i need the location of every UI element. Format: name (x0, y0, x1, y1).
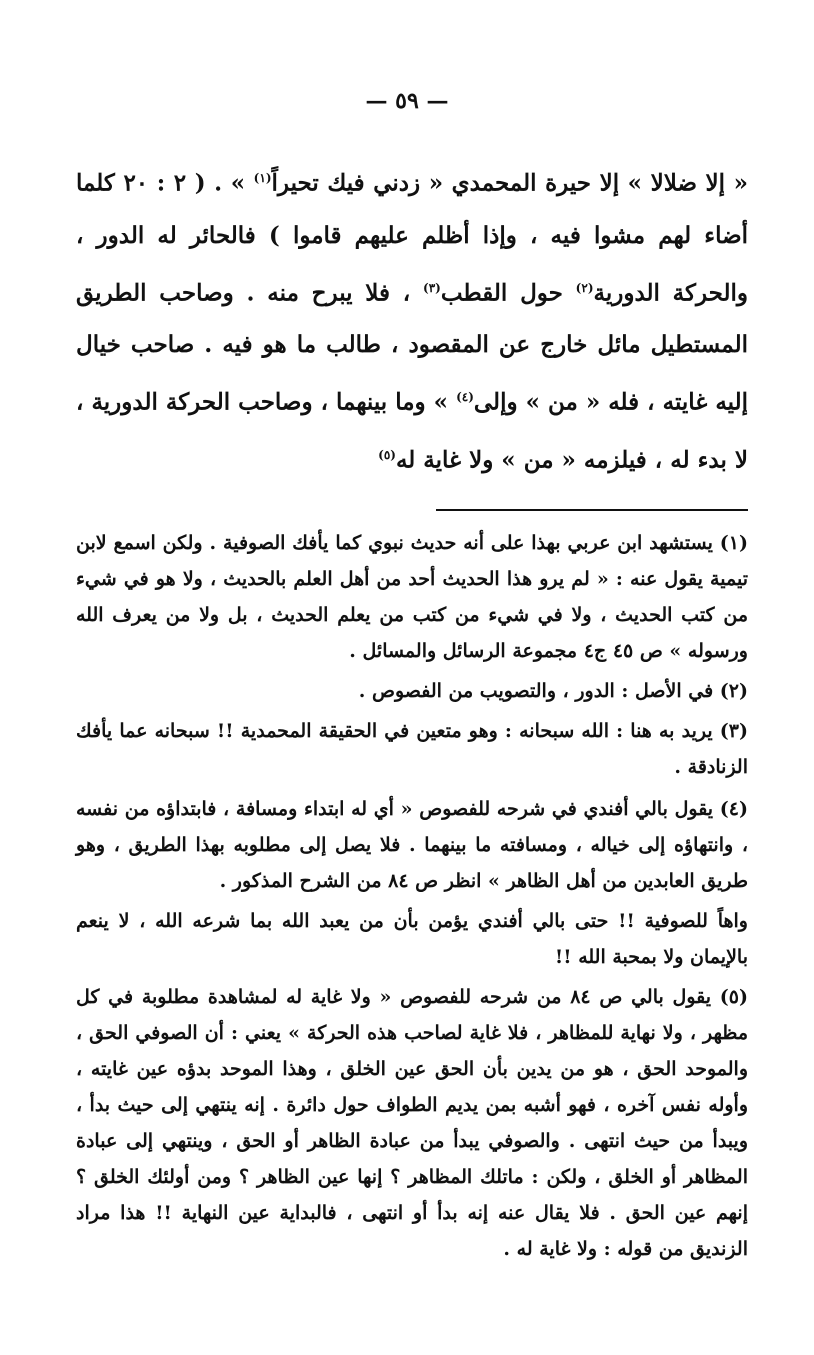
footnote-divider (436, 509, 748, 511)
footnote-2: (٢) في الأصل : الدور ، والتصويب من الفصوص . (358, 679, 748, 702)
main-text-segment: « إلا ضلالا » إلا حيرة المحمدي « زدني فيك تحيراً (271, 169, 748, 197)
main-text (76, 152, 748, 487)
main-text-segment: ، فلا يبرح منه . وصاحب الطريق المستطيل مائل خارج عن المقصود ، طالب ما هو فيه . صاحب خيال إليه غايته ، فله « من » وإلى (76, 279, 749, 416)
main-text-segment: » . ( ٢ : ٢٠ كلما أضاء لهم مشوا فيه ، وإذا أظلم عليهم قاموا ) فالحائر له الدور ، والحركة الدورية (76, 169, 749, 307)
footnote-ref: (٤) (456, 390, 474, 405)
footnote-1: (١) يستشهد ابن عربي بهذا على أنه حديث نبوي كما يأفك الصوفية . ولكن اسمع لابن تيمية يقول عنه : « لم يرو هذا الحديث أحد من أهل العلم بالحديث ، ولا هو في شيء من كتب الحديث ، ولا في شيء من كتب من يعلم الحديث ، بل ولا من يعرف الله ورسوله » ص ٤٥ ج٤ مجموعة الرسائل والمسائل . (76, 531, 748, 662)
footnote-3: (٣) يريد به هنا : الله سبحانه : وهو متعين في الحقيقة المحمدية !! سبحانه عما يأفك الزنادقة . (76, 719, 748, 778)
footnotes (76, 525, 748, 1267)
footnote-ref: (٢) (575, 280, 594, 295)
page-number: — ٥٩ — (365, 88, 449, 114)
footnote-5: (٥) يقول بالي ص ٨٤ من شرحه للفصوص « ولا غاية له لمشاهدة مطلوبة في كل مظهر ، ولا نهاية للمظاهر ، فلا غاية لصاحب هذه الحركة » يعني : أن الصوفي الحق ، والموحد الحق ، هو من يدين بأن الحق عين الخلق ، وهذا الموحد بدؤه عين غايته ، وأوله نفس آخره ، فهو أشبه بمن يديم الطواف حول دائرة . إنه ينتهي إلى حيث بدأ ، ويبدأ من حيث انتهى . والصوفي يبدأ من عبادة الظاهر أو الحق ، وينتهي إلى عبادة المظاهر أو الخلق ، ولكن : ماتلك المظاهر ؟ إنها عين الظاهر ؟ ومن أولئك الخلق ؟ إنهم عين الحق . فلا يقال عنه إنه بدأ أو انتهى ، فالبداية عين النهاية !! هذا مراد الزنديق من قوله : ولا غاية له . (76, 985, 748, 1260)
footnote-4: (٤) يقول بالي أفندي في شرحه للفصوص « أي له ابتداء ومسافة ، فابتداؤه من نفسه ، وانتهاؤه إلى خياله ، ومسافته ما بينهما . فلا يصل إلى مطلوبه بهذا الطريق ، وهو طريق العابدين من أهل الظاهر » انظر ص ٨٤ من الشرح المذكور . (76, 797, 748, 892)
footnote-ref: (١) (253, 171, 272, 185)
footnote-4-comment: واهاً للصوفية !! حتى بالي أفندي يؤمن بأن من يعبد الله بما شرعه الله ، لا ينعم بالإيمان ولا بمحبة الله !! (76, 909, 748, 968)
main-text-segment: حول القطب (440, 279, 576, 307)
main-text-segment: » وما بينهما ، وصاحب الحركة الدورية ، لا بدء له ، فيلزمه « من » ولا غاية له (76, 388, 748, 474)
footnote-ref: (٥) (378, 447, 396, 462)
main-paragraph (76, 152, 748, 487)
footnote-ref: (٣) (423, 280, 441, 295)
